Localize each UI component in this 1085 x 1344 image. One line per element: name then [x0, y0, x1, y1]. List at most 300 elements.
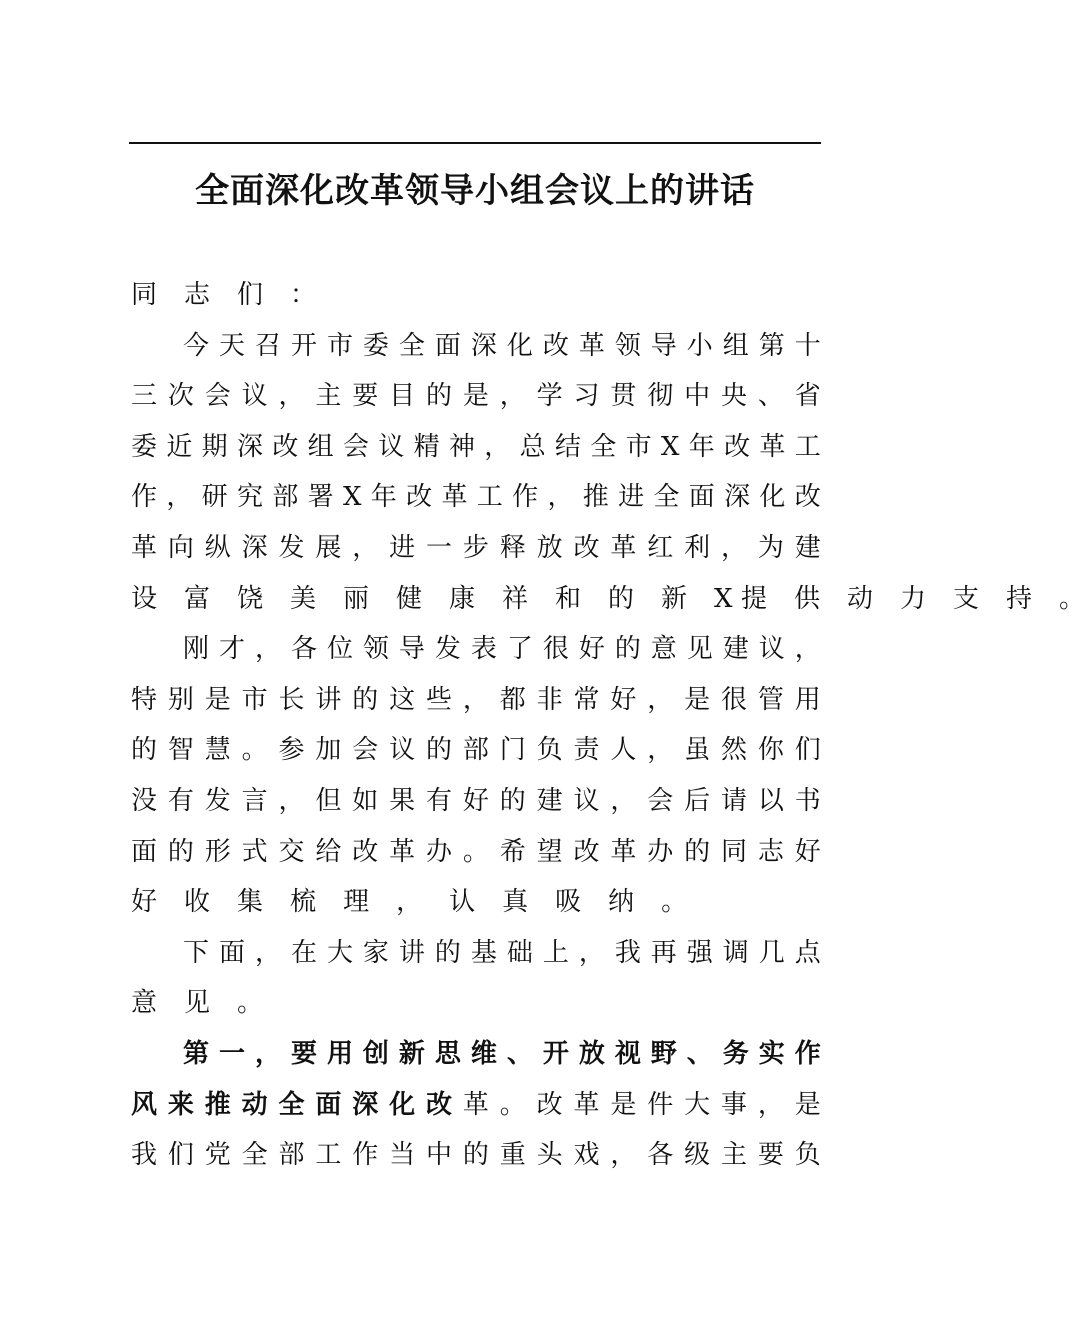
text-char: 研: [201, 482, 228, 513]
text-char: 中: [684, 381, 711, 412]
text-line: [131, 472, 821, 523]
text-char: 的: [426, 381, 453, 412]
text-char: 责: [573, 735, 600, 766]
text-line: [131, 978, 821, 1029]
text-char: 望: [536, 836, 563, 867]
text-char: 革: [131, 532, 158, 563]
text-char: 革: [610, 532, 637, 563]
text-char: 意: [131, 988, 158, 1019]
text-char: 如: [352, 785, 379, 816]
text-char: 全: [398, 330, 425, 361]
text-char: 推: [204, 1089, 231, 1120]
text-char: 新: [661, 583, 688, 614]
text-char: 小: [686, 330, 713, 361]
text-char: 书: [794, 785, 821, 816]
text-char: 会: [647, 785, 674, 816]
text-char: ，: [278, 381, 305, 412]
text-char: 第: [758, 330, 785, 361]
text-char: 负: [794, 1140, 821, 1171]
text-char: 发: [204, 785, 231, 816]
text-char: 常: [573, 684, 600, 715]
text-char: 向: [167, 532, 194, 563]
text-char: 进: [618, 482, 645, 513]
text-char: 持: [1006, 583, 1033, 614]
text-char: 们: [794, 735, 821, 766]
text-char: 全: [241, 1140, 268, 1171]
text-char: 一: [218, 1038, 245, 1069]
text-char: 十: [794, 330, 821, 361]
text-char: 化: [389, 1089, 416, 1120]
text-char: 改: [573, 836, 600, 867]
text-char: 在: [290, 937, 317, 968]
text-char: 础: [506, 937, 533, 968]
text-char: 提: [741, 583, 768, 614]
text-char: 事: [721, 1089, 748, 1120]
text-char: 健: [396, 583, 423, 614]
text-char: 很: [542, 634, 569, 665]
text-char: 今: [183, 330, 210, 361]
text-char: 放: [536, 532, 563, 563]
text-char: 署: [307, 482, 334, 513]
text-char: X: [342, 482, 362, 513]
text-char: 会: [342, 431, 369, 462]
text-char: ，: [610, 785, 637, 816]
text-char: 戏: [573, 1140, 600, 1171]
text-char: 头: [536, 1140, 563, 1171]
text-char: 年: [370, 482, 397, 513]
text-char: 。: [499, 1089, 526, 1120]
text-char: 级: [684, 1140, 711, 1171]
text-char: 。: [661, 887, 688, 918]
text-char: 用: [326, 1038, 353, 1069]
text-char: 红: [647, 532, 674, 563]
text-char: 一: [426, 532, 453, 563]
text-char: 志: [757, 836, 784, 867]
text-char: 别: [167, 684, 194, 715]
text-char: 结: [554, 431, 581, 462]
text-char: 动: [847, 583, 874, 614]
text-char: 要: [290, 1038, 317, 1069]
text-char: 的: [499, 785, 526, 816]
text-char: 部: [272, 482, 299, 513]
text-char: ，: [254, 1038, 281, 1069]
text-line: 设 富 饶 美 丽 健 康 祥 和 的 新 X 提 供 动 力 支 持 。: [131, 574, 821, 625]
text-line: [131, 675, 821, 726]
text-char: 面: [688, 482, 715, 513]
text-char: 好: [462, 785, 489, 816]
text-char: 这: [389, 684, 416, 715]
text-char: 全: [278, 1089, 305, 1120]
text-char: 讲: [398, 937, 425, 968]
text-line: [131, 928, 821, 979]
text-char: 请: [721, 785, 748, 816]
text-char: 实: [758, 1038, 785, 1069]
text-char: 深: [236, 431, 263, 462]
text-char: 有: [426, 785, 453, 816]
text-char: 议: [378, 431, 405, 462]
text-char: 重: [499, 1140, 526, 1171]
text-char: 康: [449, 583, 476, 614]
text-char: 位: [326, 634, 353, 665]
text-char: 市: [625, 431, 652, 462]
text-char: 深: [470, 330, 497, 361]
text-char: 改: [724, 431, 751, 462]
text-char: 大: [684, 1089, 711, 1120]
text-char: 参: [278, 735, 305, 766]
text-char: 上: [542, 937, 569, 968]
text-char: 办: [426, 836, 453, 867]
text-char: 的: [426, 735, 453, 766]
text-char: 来: [167, 1089, 194, 1120]
text-char: 市: [241, 684, 268, 715]
text-char: 很: [721, 684, 748, 715]
text-char: 期: [201, 431, 228, 462]
text-char: 步: [462, 532, 489, 563]
text-char: 发: [278, 532, 305, 563]
text-char: 组: [722, 330, 749, 361]
text-char: 主: [315, 381, 342, 412]
text-char: 非: [536, 684, 563, 715]
text-char: 你: [757, 735, 784, 766]
text-char: 言: [241, 785, 268, 816]
text-line: [131, 523, 821, 574]
text-char: 改: [536, 1089, 563, 1120]
text-char: 面: [218, 937, 245, 968]
text-char: 召: [254, 330, 281, 361]
text-char: ，: [254, 634, 281, 665]
text-char: ，: [499, 381, 526, 412]
text-char: ，: [254, 937, 281, 968]
text-char: 大: [326, 937, 353, 968]
text-char: 门: [499, 735, 526, 766]
text-char: ，: [578, 937, 605, 968]
text-char: 工: [794, 431, 821, 462]
text-char: 深: [352, 1089, 379, 1120]
text-char: 以: [757, 785, 784, 816]
text-char: 是: [204, 684, 231, 715]
text-char: 当: [389, 1140, 416, 1171]
text-char: 省: [794, 381, 821, 412]
text-char: 深: [241, 532, 268, 563]
text-char: 讲: [315, 684, 342, 715]
text-char: 交: [278, 836, 305, 867]
text-char: 革: [462, 1089, 489, 1120]
text-char: 导: [398, 634, 425, 665]
text-char: 进: [389, 532, 416, 563]
text-char: 好: [794, 836, 821, 867]
text-char: 主: [721, 1140, 748, 1171]
text-char: 改: [542, 330, 569, 361]
text-char: 利: [684, 532, 711, 563]
text-line: [131, 1130, 821, 1181]
text-char: 但: [315, 785, 342, 816]
text-char: 富: [184, 583, 211, 614]
text-char: 议: [758, 634, 785, 665]
text-char: 们: [237, 280, 264, 310]
text-char: 务: [722, 1038, 749, 1069]
text-line: [131, 422, 821, 473]
text-char: 同: [131, 280, 158, 310]
text-char: 各: [290, 634, 317, 665]
text-char: 作: [794, 1038, 821, 1069]
text-char: 吸: [555, 887, 582, 918]
text-char: 维: [470, 1038, 497, 1069]
text-char: 作: [131, 482, 158, 513]
text-char: 组: [307, 431, 334, 462]
text-char: ，: [647, 735, 674, 766]
text-char: 的: [462, 1140, 489, 1171]
text-char: 办: [647, 836, 674, 867]
text-char: 。: [241, 735, 268, 766]
text-char: 思: [434, 1038, 461, 1069]
text-char: 是: [794, 1089, 821, 1120]
text-char: 第: [183, 1038, 210, 1069]
text-char: 才: [218, 634, 245, 665]
text-char: 有: [167, 785, 194, 816]
text-char: 同: [721, 836, 748, 867]
text-char: 点: [794, 937, 821, 968]
text-char: 神: [448, 431, 475, 462]
text-line: [131, 827, 821, 878]
text-char: 议: [241, 381, 268, 412]
text-char: 视: [614, 1038, 641, 1069]
text-char: ，: [610, 1140, 637, 1171]
text-char: 发: [434, 634, 461, 665]
text-char: 给: [315, 836, 342, 867]
text-char: 释: [499, 532, 526, 563]
text-char: 设: [131, 583, 158, 614]
text-char: ，: [757, 1089, 784, 1120]
text-char: ，: [484, 431, 511, 462]
text-char: 见: [686, 634, 713, 665]
text-char: ，: [278, 785, 305, 816]
document-title: 全面深化改革领导小组会议上的讲话: [195, 171, 755, 211]
text-char: 推: [582, 482, 609, 513]
text-char: 。: [462, 836, 489, 867]
text-char: 年: [688, 431, 715, 462]
text-char: 革: [441, 482, 468, 513]
header-rule: [129, 142, 821, 144]
text-char: 委: [131, 431, 158, 462]
text-char: 丽: [343, 583, 370, 614]
text-char: 工: [476, 482, 503, 513]
text-char: 智: [167, 735, 194, 766]
text-char: 理: [343, 887, 370, 918]
text-char: 加: [315, 735, 342, 766]
text-char: X: [660, 431, 680, 462]
text-char: 改: [573, 532, 600, 563]
document-body: [131, 270, 1085, 1181]
text-char: 化: [759, 482, 786, 513]
text-char: 领: [362, 634, 389, 665]
text-char: 调: [722, 937, 749, 968]
text-char: 会: [352, 735, 379, 766]
text-char: 建: [794, 532, 821, 563]
text-char: 纳: [608, 887, 635, 918]
text-char: 虽: [684, 735, 711, 766]
text-char: 件: [647, 1089, 674, 1120]
text-char: 形: [204, 836, 231, 867]
text-char: 中: [426, 1140, 453, 1171]
text-char: 习: [573, 381, 600, 412]
text-char: 力: [900, 583, 927, 614]
text-char: ，: [166, 482, 193, 513]
text-char: 改: [426, 1089, 453, 1120]
text-char: 改: [272, 431, 299, 462]
text-char: 面: [131, 836, 158, 867]
text-char: 工: [315, 1140, 342, 1171]
text-char: 人: [610, 735, 637, 766]
text-char: 展: [315, 532, 342, 563]
text-char: 支: [953, 583, 980, 614]
text-line: [131, 1029, 821, 1080]
text-char: 放: [578, 1038, 605, 1069]
text-char: 刚: [183, 634, 210, 665]
text-char: 开: [290, 330, 317, 361]
text-char: 特: [131, 684, 158, 715]
text-char: 要: [757, 1140, 784, 1171]
text-char: 部: [462, 735, 489, 766]
text-char: 表: [470, 634, 497, 665]
text-line: [131, 1080, 821, 1131]
text-char: 议: [389, 735, 416, 766]
text-char: 全: [590, 431, 617, 462]
text-char: 风: [131, 1089, 158, 1120]
text-char: ，: [396, 887, 423, 918]
text-char: 的: [684, 836, 711, 867]
text-char: 革: [573, 1089, 600, 1120]
text-char: 的: [608, 583, 635, 614]
text-char: 家: [362, 937, 389, 968]
text-char: ，: [462, 684, 489, 715]
text-char: 彻: [647, 381, 674, 412]
text-char: 革: [610, 836, 637, 867]
text-char: 部: [278, 1140, 305, 1171]
text-char: 、: [506, 1038, 533, 1069]
text-char: 近: [166, 431, 193, 462]
text-char: 几: [758, 937, 785, 968]
text-char: 改: [406, 482, 433, 513]
text-char: 精: [413, 431, 440, 462]
text-char: 、: [757, 381, 784, 412]
text-char: 慧: [204, 735, 231, 766]
text-char: ，: [794, 634, 821, 665]
text-char: 认: [449, 887, 476, 918]
text-char: 好: [610, 684, 637, 715]
text-char: 次: [167, 381, 194, 412]
text-char: 好: [578, 634, 605, 665]
text-char: 后: [684, 785, 711, 816]
text-char: 深: [724, 482, 751, 513]
text-char: 化: [506, 330, 533, 361]
text-char: 会: [204, 381, 231, 412]
text-char: 总: [519, 431, 546, 462]
text-char: 见: [184, 988, 211, 1019]
text-char: 革: [578, 330, 605, 361]
text-char: ，: [352, 532, 379, 563]
text-line: [131, 725, 821, 776]
text-char: 全: [653, 482, 680, 513]
text-char: 供: [794, 583, 821, 614]
text-char: 希: [499, 836, 526, 867]
text-char: 要: [352, 381, 379, 412]
text-char: 长: [278, 684, 305, 715]
text-char: 梳: [290, 887, 317, 918]
text-char: 管: [757, 684, 784, 715]
text-char: 真: [502, 887, 529, 918]
text-char: 创: [362, 1038, 389, 1069]
text-char: 导: [650, 330, 677, 361]
text-char: 些: [426, 684, 453, 715]
text-char: 委: [362, 330, 389, 361]
text-char: 建: [536, 785, 563, 816]
text-char: 美: [290, 583, 317, 614]
text-char: 祥: [502, 583, 529, 614]
text-char: 然: [721, 735, 748, 766]
text-char: 是: [610, 1089, 637, 1120]
text-char: 改: [352, 836, 379, 867]
text-char: 没: [131, 785, 158, 816]
text-char: 央: [721, 381, 748, 412]
text-char: 都: [499, 684, 526, 715]
text-char: 议: [573, 785, 600, 816]
text-char: 我: [614, 937, 641, 968]
text-char: 面: [315, 1089, 342, 1120]
text-char: 革: [389, 836, 416, 867]
text-char: 了: [506, 634, 533, 665]
text-char: 的: [614, 634, 641, 665]
text-char: 学: [536, 381, 563, 412]
text-char: 用: [794, 684, 821, 715]
text-char: 志: [184, 280, 211, 310]
text-char: 的: [434, 937, 461, 968]
text-char: 贯: [610, 381, 637, 412]
text-char: 纵: [204, 532, 231, 563]
text-char: 、: [686, 1038, 713, 1069]
text-char: 各: [647, 1140, 674, 1171]
text-char: 强: [686, 937, 713, 968]
text-char: 新: [398, 1038, 425, 1069]
text-char: 作: [352, 1140, 379, 1171]
text-char: 好: [131, 887, 158, 918]
text-line: [131, 877, 821, 928]
text-char: ，: [721, 532, 748, 563]
text-char: 式: [241, 836, 268, 867]
text-char: 的: [167, 836, 194, 867]
text-char: 是: [462, 381, 489, 412]
text-char: 究: [236, 482, 263, 513]
text-char: 基: [470, 937, 497, 968]
text-char: 三: [131, 381, 158, 412]
text-char: 果: [389, 785, 416, 816]
text-char: 们: [167, 1140, 194, 1171]
text-line: [131, 321, 821, 372]
text-char: 我: [131, 1140, 158, 1171]
text-line: [131, 776, 821, 827]
text-char: ：: [290, 280, 317, 310]
text-char: 改: [794, 482, 821, 513]
text-char: 下: [183, 937, 210, 968]
text-char: 饶: [237, 583, 264, 614]
text-char: 再: [650, 937, 677, 968]
text-line: [131, 270, 821, 321]
text-char: ，: [547, 482, 574, 513]
text-char: 的: [131, 735, 158, 766]
text-char: 开: [542, 1038, 569, 1069]
text-char: 收: [184, 887, 211, 918]
text-char: 建: [722, 634, 749, 665]
text-char: 作: [512, 482, 539, 513]
